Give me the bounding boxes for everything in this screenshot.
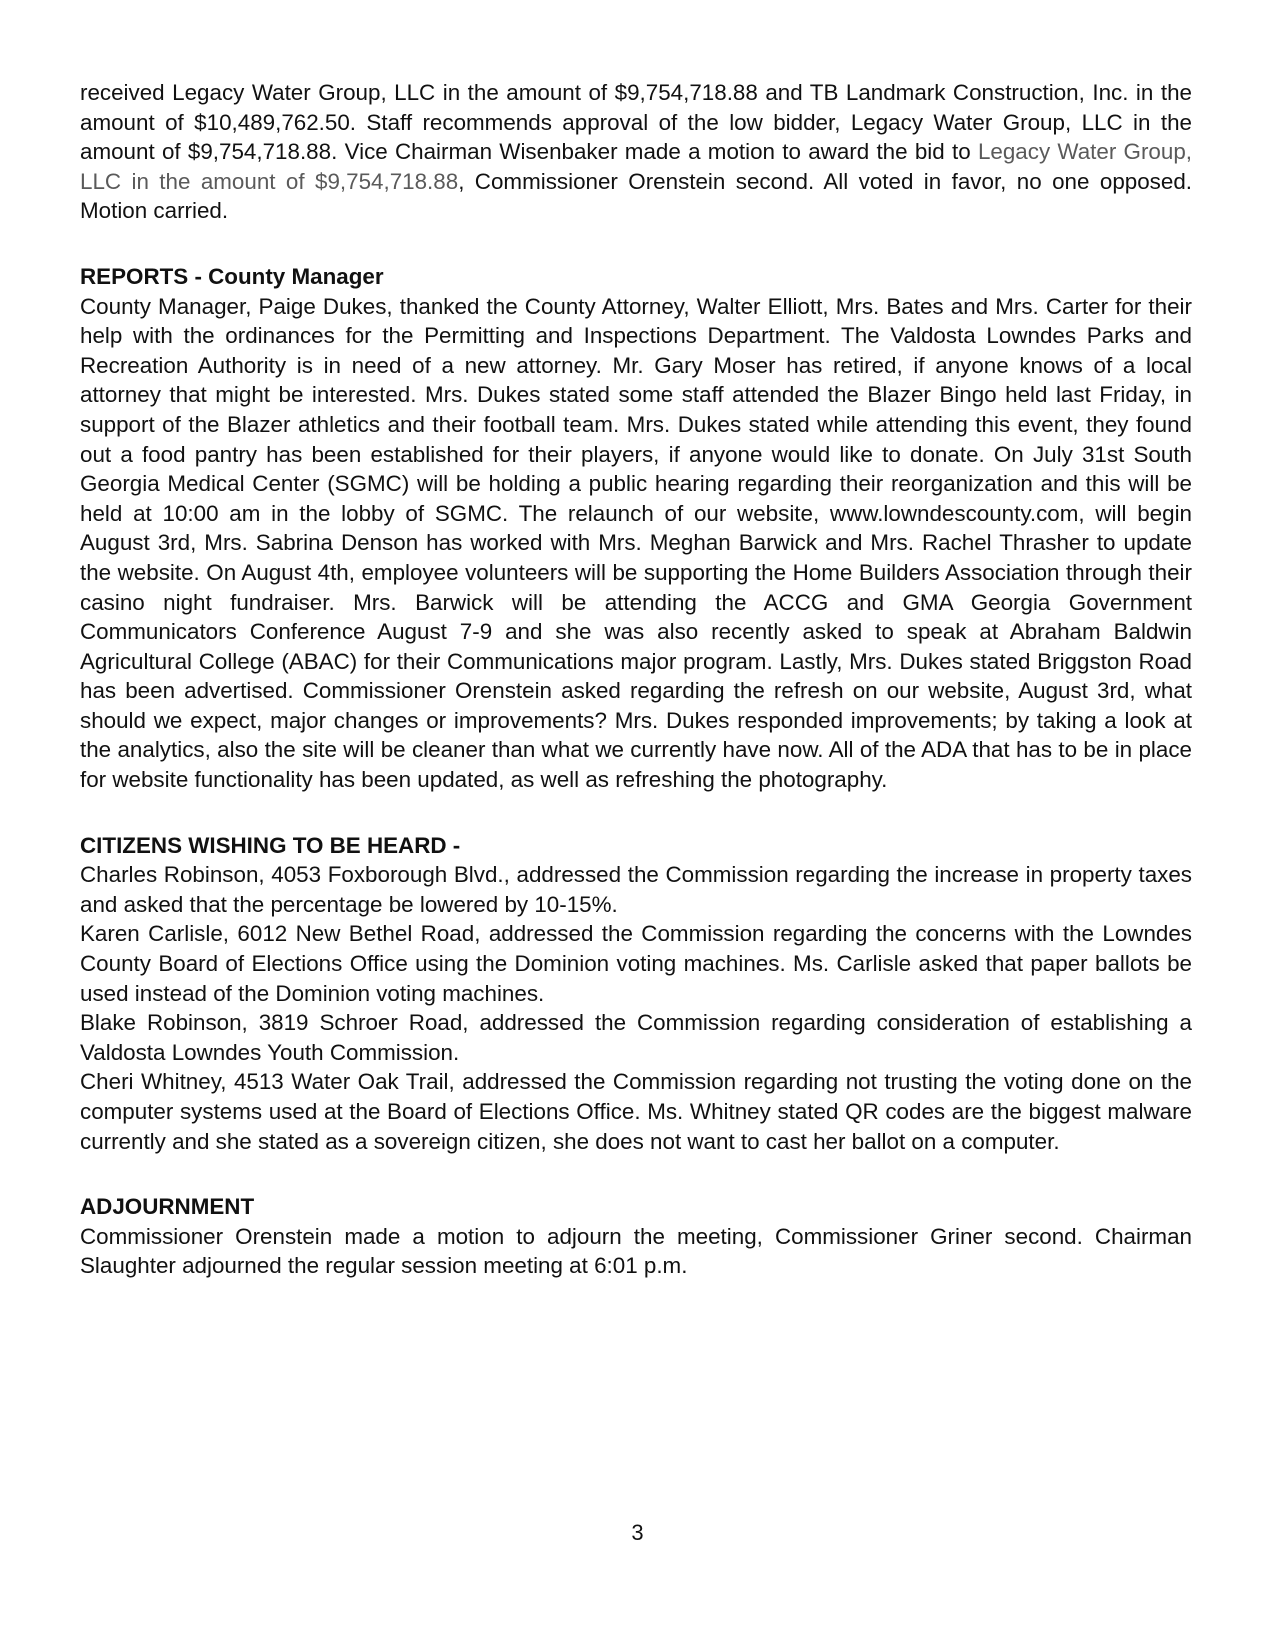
bid-text-part1: received Legacy Water Group, LLC in the amount of $9,754,718.88 and TB Landmark Construction, Inc. in the amount of $10,489,762.50. Staff recommends approval of the low bidder, Legacy Water Group, LLC in the amount of $9,754,718.88. Vice Chairman Wisenbaker made a motion to award the bid to (80, 80, 1192, 165)
bid-text-part2: , Commissioner Orenstein second. All voted in favor, no one opposed. Motion carried. (80, 168, 1192, 224)
adjournment-heading: ADJOURNMENT (80, 1194, 255, 1220)
reports-paragraph: County Manager, Paige Dukes, thanked the County Attorney, Walter Elliott, Mrs. Bates and Mrs. Carter for their help with the ordinances for the Permitting and Inspections Department. The Valdosta Lowndes Parks and Recreation Authority is in need of a new attorney. Mr. Gary Moser has retired, if anyone knows of a local attorney that might be interested. Mrs. Dukes stated some staff attended the Blazer Bingo held last Friday, in support of the Blazer athletics and their football team. Mrs. Dukes stated while attending this event, they found out a food pantry has been established for their players, if anyone would like to donate. On July 31st South Georgia Medical Center (SGMC) will be holding a public hearing regarding their reorganization and this will be held at 10:00 am in the lobby of SGMC. The relaunch of our website, www.lowndescounty.com, will begin August 3rd, Mrs. Sabrina Denson has worked with Mrs. Meghan Barwick and Mrs. Rachel Thrasher to update the website. On August 4th, employee volunteers will be supporting the Home Builders Association through their casino night fundraiser. Mrs. Barwick will be attending the ACCG and GMA Georgia Government Communicators Conference August 7-9 and she was also recently asked to speak at Abraham Baldwin Agricultural College (ABAC) for their Communications major program. Lastly, Mrs. Dukes stated Briggston Road has been advertised. Commissioner Orenstein asked regarding the refresh on our website, August 3rd, what should we expect, major changes or improvements? Mrs. Dukes responded improvements; by taking a look at the analytics, also the site will be cleaner than what we currently have now. All of the ADA that has to be in place for website functionality has been updated, as well as refreshing the photography. (80, 293, 1192, 793)
citizen-entry: Blake Robinson, 3819 Schroer Road, addressed the Commission regarding consideration of establishing a Valdosta Lowndes Youth Commission. (80, 1010, 1192, 1065)
citizen-entry: Cheri Whitney, 4513 Water Oak Trail, addressed the Commission regarding not trusting the voting done on the computer systems used at the Board of Elections Office. Ms. Whitney stated QR codes are the biggest malware currently and she stated as a sovereign citizen, she does not want to cast her ballot on a computer. (80, 1069, 1192, 1154)
citizen-entry: Charles Robinson, 4053 Foxborough Blvd., addressed the Commission regarding the increase in property taxes and asked that the percentage be lowered by 10-15%. (80, 862, 1192, 917)
adjournment-paragraph: Commissioner Orenstein made a motion to adjourn the meeting, Commissioner Griner second. Chairman Slaughter adjourned the regular session meeting at 6:01 p.m. (80, 1223, 1192, 1279)
document-page (80, 78, 1192, 1281)
reports-heading: REPORTS - County Manager (80, 263, 384, 289)
bid-award-paragraph (80, 78, 1192, 226)
citizens-heading: CITIZENS WISHING TO BE HEARD - (80, 832, 461, 858)
page-number: 3 (631, 1520, 644, 1545)
citizen-entry: Karen Carlisle, 6012 New Bethel Road, addressed the Commission regarding the concerns with the Lowndes County Board of Elections Office using the Dominion voting machines. Ms. Carlisle asked that paper ballots be used instead of the Dominion voting machines. (80, 921, 1192, 1006)
bid-text-highlight: Legacy Water Group, LLC in the amount of $9,754,718.88 (80, 139, 1193, 194)
